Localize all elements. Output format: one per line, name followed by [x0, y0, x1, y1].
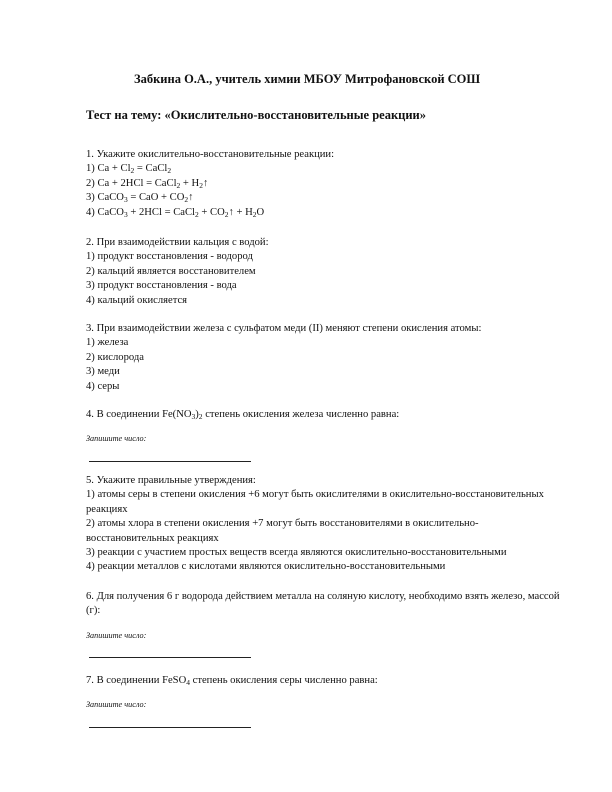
question-1-option-2: 2) Ca + 2HCl = CaCl$_2$ + $H_2↑$ — [86, 177, 209, 190]
answer-label: Запишите число: — [86, 700, 147, 710]
question-7-prompt: 7. В соединении FeSO$_4$ степень окисления серы численно равна: — [86, 675, 378, 687]
question-1-option-4: 4) CaCO$_3$ + 2HCl = CaCl$_2$ + $CO_2↑ + H_2O$ — [86, 206, 265, 219]
question-2-prompt: 2. При взаимодействии кальция с водой: — [86, 237, 269, 248]
question-7 — [86, 674, 566, 728]
question-6-prompt: 6. Для получения 6 г водорода действием металла на соляную кислоту, необходимо взять железо, массой (г): — [86, 591, 560, 617]
question-1 — [86, 148, 566, 220]
question-4 — [86, 408, 566, 462]
question-3-option: 1) железа — [86, 337, 129, 349]
question-1-option-1: 1) $Ca + Cl_2$ = CaCl$_2$ — [86, 163, 172, 176]
question-3 — [86, 322, 566, 394]
question-2-option: 3) продукт восстановления - вода — [86, 280, 237, 292]
question-4-prompt: 4. В соединении $Fe(NO_3)_2$ степень окисления железа численно равна: — [86, 409, 400, 421]
question-1-option-3: 3) CaCO$_3$ = CaO + $CO_2↑$ — [86, 192, 194, 205]
answer-input-line[interactable] — [89, 447, 251, 462]
question-1-prompt: 1. Укажите окислительно-восстановительные реакции: — [86, 149, 335, 160]
question-2-option: 2) кальций является восстановителем — [86, 265, 256, 277]
question-3-option: 3) меди — [86, 366, 120, 378]
question-6 — [86, 590, 566, 658]
question-5 — [86, 474, 566, 575]
question-5-prompt: 5. Укажите правильные утверждения: — [86, 475, 256, 486]
question-5-option: 4) реакции металлов с кислотами являются окислительно-восстановительными — [86, 561, 446, 573]
test-title: Тест на тему: «Окислительно-восстановительные реакции» — [86, 108, 426, 122]
answer-label: Запишите число: — [86, 630, 147, 640]
question-5-option: 3) реакции с участием простых веществ всегда являются окислительно-восстановительными — [86, 547, 507, 559]
question-5-option: 2) атомы хлора в степени окисления +7 могут быть восстановителями в окислительно-восстановительных реакциях — [86, 518, 479, 544]
question-3-prompt: 3. При взаимодействии железа с сульфатом меди (II) меняют степени окисления атомы: — [86, 323, 482, 334]
answer-input-line[interactable] — [89, 643, 251, 658]
question-3-option: 2) кислорода — [86, 351, 144, 363]
question-2-option: 1) продукт восстановления - водород — [86, 251, 253, 263]
author-header: Забкина О.А., учитель химии МБОУ Митрофановской СОШ — [134, 72, 481, 86]
question-2-option: 4) кальций окисляется — [86, 294, 188, 306]
question-3-option: 4) серы — [86, 380, 120, 392]
question-5-option: 1) атомы серы в степени окисления +6 могут быть окислителями в окислительно-восстановительных реакциях — [86, 489, 544, 515]
question-2 — [86, 236, 566, 308]
answer-label: Запишите число: — [86, 434, 147, 444]
answer-input-line[interactable] — [89, 713, 251, 728]
